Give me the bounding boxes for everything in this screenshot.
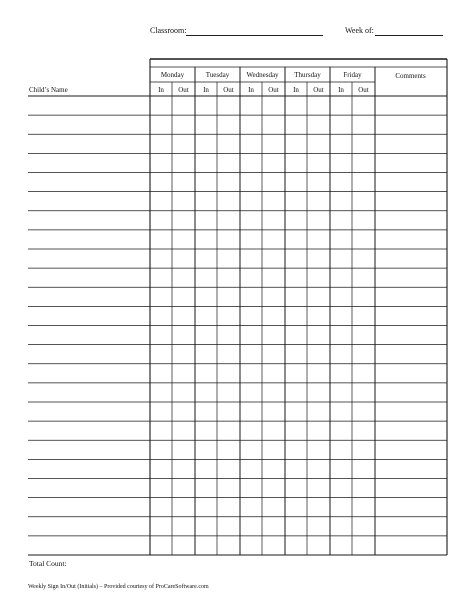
in-header: In [338, 86, 344, 94]
day-header-thursday: Thursday [294, 71, 321, 79]
day-header-friday: Friday [343, 71, 362, 79]
week-of-label: Week of: [345, 26, 374, 35]
classroom-label: Classroom: [150, 26, 187, 35]
out-header: Out [178, 86, 189, 94]
day-header-tuesday: Tuesday [205, 71, 230, 79]
out-header: Out [313, 86, 324, 94]
day-header-monday: Monday [160, 71, 185, 79]
in-header: In [158, 86, 164, 94]
childs-name-header: Child’s Name [29, 86, 68, 94]
in-header: In [293, 86, 299, 94]
day-header-wednesday: Wednesday [246, 71, 279, 79]
out-header: Out [268, 86, 279, 94]
total-count-label: Total Count: [29, 559, 67, 568]
comments-header: Comments [395, 72, 426, 80]
footer-note: Weekly Sign In/Out (Initials) – Provided courtesy of ProCareSoftware.com [28, 584, 209, 590]
in-header: In [203, 86, 209, 94]
out-header: Out [223, 86, 234, 94]
out-header: Out [358, 86, 369, 94]
in-header: In [248, 86, 254, 94]
